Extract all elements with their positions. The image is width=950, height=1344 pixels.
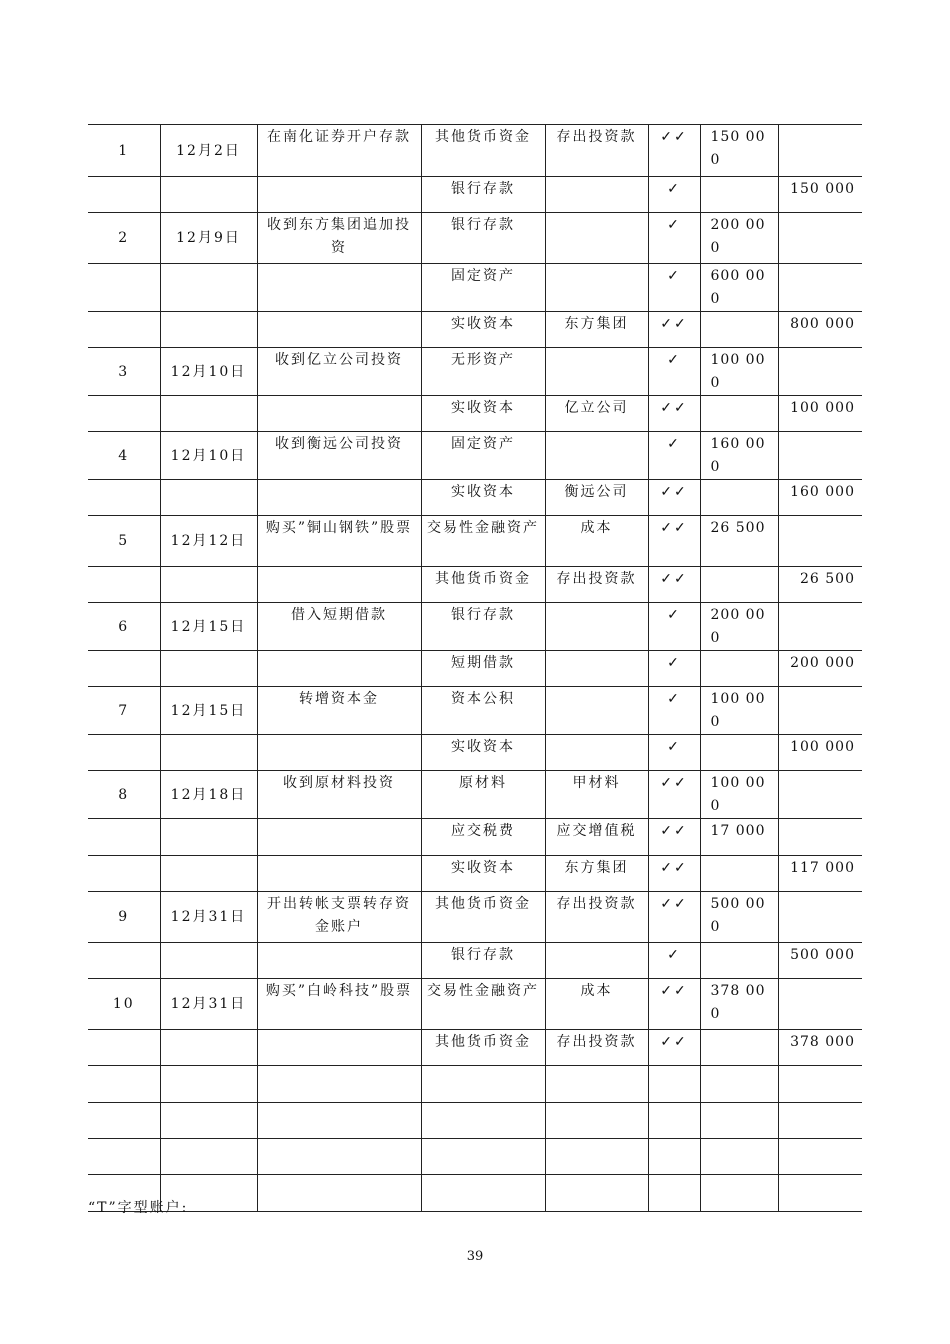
sub-account-cell <box>545 603 648 651</box>
summary-cell: 收到衡远公司投资 <box>257 432 421 480</box>
sub-account-cell: 甲材料 <box>545 771 648 819</box>
table-row <box>88 125 862 177</box>
credit-amount-cell <box>778 819 862 856</box>
sub-account-cell: 应交增值税 <box>545 819 648 856</box>
credit-amount-cell <box>778 1175 862 1212</box>
account-cell: 其他货币资金 <box>421 1030 545 1066</box>
summary-cell: 开出转帐支票转存资金账户 <box>257 892 421 943</box>
table-row <box>88 432 862 480</box>
entry-date-cell <box>160 177 257 213</box>
debit-amount-cell <box>700 1066 778 1103</box>
entry-number-cell <box>88 1139 160 1175</box>
entry-number-cell: 4 <box>88 432 160 480</box>
posting-mark-cell: ✓ <box>648 651 700 687</box>
debit-amount-cell: 378 000 <box>700 979 778 1030</box>
entry-number-cell <box>88 567 160 603</box>
posting-mark-cell: ✓ <box>648 348 700 396</box>
table-row <box>88 771 862 819</box>
entry-number-cell <box>88 396 160 432</box>
t-account-heading: “T”字型账户: <box>88 1200 189 1216</box>
credit-amount-cell <box>778 1066 862 1103</box>
entry-date-cell: 12月15日 <box>160 603 257 651</box>
sub-account-cell <box>545 264 648 312</box>
summary-cell <box>257 312 421 348</box>
summary-cell <box>257 651 421 687</box>
account-cell: 银行存款 <box>421 943 545 979</box>
credit-amount-cell: 800 000 <box>778 312 862 348</box>
debit-amount-cell <box>700 480 778 516</box>
entry-date-cell <box>160 943 257 979</box>
account-cell: 交易性金融资产 <box>421 979 545 1030</box>
entry-number-cell <box>88 264 160 312</box>
sub-account-cell <box>545 735 648 771</box>
entry-date-cell <box>160 856 257 892</box>
entry-number-cell <box>88 480 160 516</box>
journal-table <box>88 124 862 1212</box>
account-cell: 应交税费 <box>421 819 545 856</box>
summary-cell <box>257 177 421 213</box>
debit-amount-cell: 17 000 <box>700 819 778 856</box>
credit-amount-cell: 378 000 <box>778 1030 862 1066</box>
entry-date-cell <box>160 819 257 856</box>
credit-amount-cell <box>778 348 862 396</box>
entry-number-cell <box>88 651 160 687</box>
entry-number-cell <box>88 1103 160 1139</box>
entry-number-cell: 5 <box>88 516 160 567</box>
posting-mark-cell: ✓ <box>648 264 700 312</box>
credit-amount-cell: 100 000 <box>778 735 862 771</box>
entry-date-cell <box>160 1030 257 1066</box>
summary-cell <box>257 1030 421 1066</box>
table-row <box>88 348 862 396</box>
entry-number-cell: 3 <box>88 348 160 396</box>
credit-amount-cell <box>778 1139 862 1175</box>
account-cell: 其他货币资金 <box>421 567 545 603</box>
credit-amount-cell: 160 000 <box>778 480 862 516</box>
entry-date-cell <box>160 567 257 603</box>
sub-account-cell <box>545 213 648 264</box>
posting-mark-cell: ✓✓ <box>648 567 700 603</box>
table-row <box>88 892 862 943</box>
posting-mark-cell: ✓ <box>648 432 700 480</box>
debit-amount-cell <box>700 396 778 432</box>
entry-number-cell <box>88 1030 160 1066</box>
sub-account-cell: 存出投资款 <box>545 1030 648 1066</box>
table-row <box>88 819 862 856</box>
entry-date-cell: 12月10日 <box>160 432 257 480</box>
debit-amount-cell: 100 000 <box>700 771 778 819</box>
summary-cell <box>257 1103 421 1139</box>
account-cell: 银行存款 <box>421 213 545 264</box>
credit-amount-cell: 150 000 <box>778 177 862 213</box>
table-row <box>88 735 862 771</box>
posting-mark-cell: ✓✓ <box>648 771 700 819</box>
posting-mark-cell: ✓✓ <box>648 1030 700 1066</box>
summary-cell <box>257 567 421 603</box>
sub-account-cell <box>545 1066 648 1103</box>
entry-number-cell: 2 <box>88 213 160 264</box>
account-cell: 交易性金融资产 <box>421 516 545 567</box>
debit-amount-cell <box>700 651 778 687</box>
debit-amount-cell: 100 000 <box>700 687 778 735</box>
posting-mark-cell <box>648 1066 700 1103</box>
credit-amount-cell <box>778 125 862 177</box>
credit-amount-cell: 100 000 <box>778 396 862 432</box>
debit-amount-cell <box>700 1175 778 1212</box>
posting-mark-cell: ✓ <box>648 687 700 735</box>
debit-amount-cell <box>700 735 778 771</box>
credit-amount-cell <box>778 516 862 567</box>
entry-number-cell <box>88 735 160 771</box>
credit-amount-cell: 117 000 <box>778 856 862 892</box>
table-row <box>88 603 862 651</box>
account-cell: 其他货币资金 <box>421 125 545 177</box>
credit-amount-cell <box>778 892 862 943</box>
account-cell: 实收资本 <box>421 856 545 892</box>
table-row <box>88 1175 862 1212</box>
sub-account-cell: 东方集团 <box>545 856 648 892</box>
debit-amount-cell: 200 000 <box>700 213 778 264</box>
table-row <box>88 979 862 1030</box>
summary-cell: 购买”白岭科技”股票 <box>257 979 421 1030</box>
summary-cell: 收到亿立公司投资 <box>257 348 421 396</box>
credit-amount-cell <box>778 771 862 819</box>
account-cell: 无形资产 <box>421 348 545 396</box>
table-row <box>88 312 862 348</box>
sub-account-cell <box>545 687 648 735</box>
table-row <box>88 516 862 567</box>
entry-date-cell: 12月10日 <box>160 348 257 396</box>
account-cell <box>421 1139 545 1175</box>
debit-amount-cell <box>700 856 778 892</box>
debit-amount-cell: 600 000 <box>700 264 778 312</box>
summary-cell <box>257 264 421 312</box>
sub-account-cell <box>545 1175 648 1212</box>
debit-amount-cell <box>700 1030 778 1066</box>
entry-number-cell <box>88 819 160 856</box>
table-row <box>88 264 862 312</box>
credit-amount-cell <box>778 603 862 651</box>
entry-date-cell <box>160 312 257 348</box>
entry-date-cell <box>160 1103 257 1139</box>
summary-cell: 购买”铜山钢铁”股票 <box>257 516 421 567</box>
account-cell <box>421 1103 545 1139</box>
debit-amount-cell: 500 000 <box>700 892 778 943</box>
posting-mark-cell <box>648 1175 700 1212</box>
posting-mark-cell <box>648 1103 700 1139</box>
entry-date-cell <box>160 480 257 516</box>
posting-mark-cell: ✓✓ <box>648 892 700 943</box>
summary-cell <box>257 1175 421 1212</box>
sub-account-cell <box>545 651 648 687</box>
entry-date-cell <box>160 1139 257 1175</box>
table-row <box>88 1139 862 1175</box>
entry-date-cell: 12月9日 <box>160 213 257 264</box>
credit-amount-cell <box>778 432 862 480</box>
posting-mark-cell: ✓✓ <box>648 480 700 516</box>
debit-amount-cell <box>700 943 778 979</box>
sub-account-cell <box>545 177 648 213</box>
summary-cell <box>257 819 421 856</box>
account-cell: 资本公积 <box>421 687 545 735</box>
debit-amount-cell: 100 000 <box>700 348 778 396</box>
journal-table-body <box>88 125 862 1212</box>
debit-amount-cell: 200 000 <box>700 603 778 651</box>
posting-mark-cell: ✓✓ <box>648 516 700 567</box>
sub-account-cell <box>545 1139 648 1175</box>
credit-amount-cell <box>778 1103 862 1139</box>
table-row <box>88 567 862 603</box>
debit-amount-cell <box>700 177 778 213</box>
posting-mark-cell: ✓ <box>648 177 700 213</box>
entry-date-cell <box>160 651 257 687</box>
credit-amount-cell <box>778 979 862 1030</box>
account-cell: 银行存款 <box>421 603 545 651</box>
posting-mark-cell <box>648 1139 700 1175</box>
table-row <box>88 396 862 432</box>
entry-number-cell: 6 <box>88 603 160 651</box>
account-cell: 实收资本 <box>421 312 545 348</box>
entry-date-cell: 12月15日 <box>160 687 257 735</box>
sub-account-cell <box>545 943 648 979</box>
entry-number-cell <box>88 856 160 892</box>
account-cell <box>421 1175 545 1212</box>
table-row <box>88 177 862 213</box>
debit-amount-cell <box>700 1139 778 1175</box>
debit-amount-cell <box>700 567 778 603</box>
page-number: 39 <box>466 1249 484 1264</box>
sub-account-cell: 存出投资款 <box>545 892 648 943</box>
posting-mark-cell: ✓ <box>648 943 700 979</box>
table-row <box>88 1030 862 1066</box>
account-cell: 实收资本 <box>421 480 545 516</box>
sub-account-cell: 存出投资款 <box>545 567 648 603</box>
sub-account-cell: 东方集团 <box>545 312 648 348</box>
sub-account-cell: 衡远公司 <box>545 480 648 516</box>
posting-mark-cell: ✓ <box>648 213 700 264</box>
account-cell <box>421 1066 545 1103</box>
summary-cell <box>257 396 421 432</box>
table-row <box>88 856 862 892</box>
debit-amount-cell: 160 000 <box>700 432 778 480</box>
summary-cell: 借入短期借款 <box>257 603 421 651</box>
sub-account-cell: 成本 <box>545 516 648 567</box>
entry-number-cell <box>88 1066 160 1103</box>
table-row <box>88 687 862 735</box>
summary-cell: 在南化证券开户存款 <box>257 125 421 177</box>
debit-amount-cell <box>700 312 778 348</box>
account-cell: 原材料 <box>421 771 545 819</box>
entry-number-cell <box>88 943 160 979</box>
posting-mark-cell: ✓✓ <box>648 819 700 856</box>
summary-cell: 收到原材料投资 <box>257 771 421 819</box>
debit-amount-cell <box>700 1103 778 1139</box>
credit-amount-cell <box>778 213 862 264</box>
sub-account-cell: 亿立公司 <box>545 396 648 432</box>
entry-number-cell <box>88 177 160 213</box>
account-cell: 实收资本 <box>421 396 545 432</box>
summary-cell <box>257 1066 421 1103</box>
entry-date-cell <box>160 264 257 312</box>
entry-number-cell: 9 <box>88 892 160 943</box>
debit-amount-cell: 150 000 <box>700 125 778 177</box>
table-row <box>88 1066 862 1103</box>
summary-cell: 转增资本金 <box>257 687 421 735</box>
posting-mark-cell: ✓✓ <box>648 396 700 432</box>
entry-date-cell: 12月31日 <box>160 892 257 943</box>
entry-number-cell <box>88 312 160 348</box>
posting-mark-cell: ✓✓ <box>648 312 700 348</box>
summary-cell <box>257 1139 421 1175</box>
sub-account-cell <box>545 348 648 396</box>
account-cell: 银行存款 <box>421 177 545 213</box>
entry-number-cell: 1 <box>88 125 160 177</box>
posting-mark-cell: ✓✓ <box>648 856 700 892</box>
table-row <box>88 213 862 264</box>
sub-account-cell <box>545 1103 648 1139</box>
entry-number-cell: 8 <box>88 771 160 819</box>
entry-date-cell: 12月2日 <box>160 125 257 177</box>
account-cell: 固定资产 <box>421 432 545 480</box>
account-cell: 短期借款 <box>421 651 545 687</box>
account-cell: 固定资产 <box>421 264 545 312</box>
entry-date-cell <box>160 396 257 432</box>
credit-amount-cell: 200 000 <box>778 651 862 687</box>
sub-account-cell: 成本 <box>545 979 648 1030</box>
sub-account-cell <box>545 432 648 480</box>
entry-number-cell: 10 <box>88 979 160 1030</box>
entry-number-cell: 7 <box>88 687 160 735</box>
summary-cell <box>257 735 421 771</box>
debit-amount-cell: 26 500 <box>700 516 778 567</box>
posting-mark-cell: ✓✓ <box>648 125 700 177</box>
credit-amount-cell: 500 000 <box>778 943 862 979</box>
table-row <box>88 480 862 516</box>
entry-date-cell: 12月12日 <box>160 516 257 567</box>
posting-mark-cell: ✓ <box>648 735 700 771</box>
entry-date-cell: 12月18日 <box>160 771 257 819</box>
table-row <box>88 943 862 979</box>
credit-amount-cell: 26 500 <box>778 567 862 603</box>
entry-date-cell <box>160 1066 257 1103</box>
posting-mark-cell: ✓ <box>648 603 700 651</box>
posting-mark-cell: ✓✓ <box>648 979 700 1030</box>
credit-amount-cell <box>778 687 862 735</box>
summary-cell <box>257 480 421 516</box>
entry-date-cell <box>160 735 257 771</box>
summary-cell <box>257 856 421 892</box>
sub-account-cell: 存出投资款 <box>545 125 648 177</box>
summary-cell <box>257 943 421 979</box>
account-cell: 其他货币资金 <box>421 892 545 943</box>
table-row <box>88 651 862 687</box>
credit-amount-cell <box>778 264 862 312</box>
entry-date-cell: 12月31日 <box>160 979 257 1030</box>
table-row <box>88 1103 862 1139</box>
account-cell: 实收资本 <box>421 735 545 771</box>
summary-cell: 收到东方集团追加投资 <box>257 213 421 264</box>
